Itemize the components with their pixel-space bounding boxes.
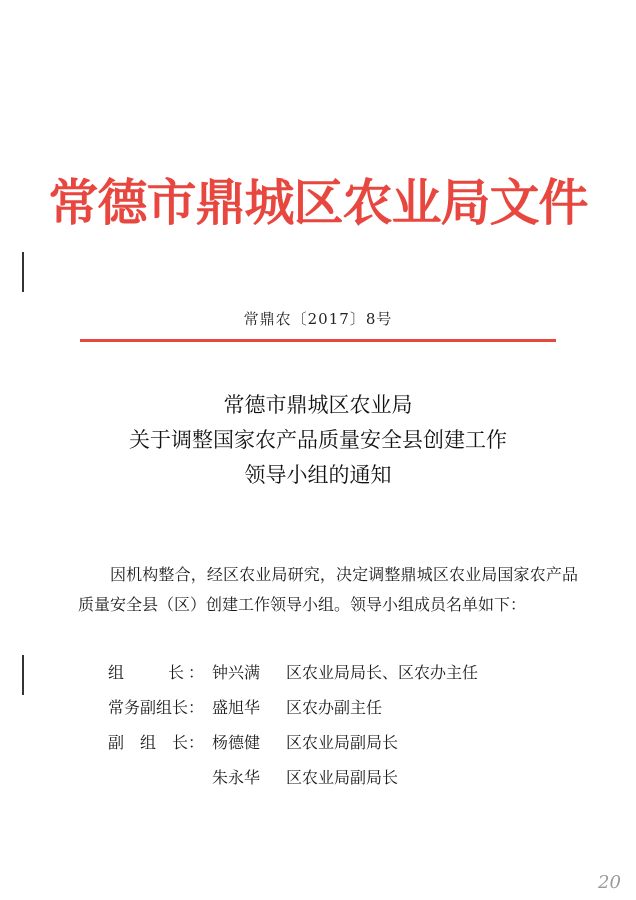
handwritten-page-mark: 20 [598, 872, 621, 893]
member-name: 杨德健 [212, 733, 261, 752]
member-position: 区农业局副局长 [286, 733, 399, 752]
member-role: 组 长： [108, 663, 204, 682]
title-line-3: 领导小组的通知 [244, 463, 392, 487]
member-name: 钟兴满 [212, 663, 261, 682]
title-line-2: 关于调整国家农产品质量安全县创建工作 [129, 428, 507, 452]
member-position: 区农业局副局长 [286, 768, 399, 787]
member-name: 盛旭华 [212, 698, 261, 717]
body-paragraph: 因机构整合，经区农业局研究，决定调整鼎城区农业局国家农产品质量安全县（区）创建工作领导小组。领导小组成员名单如下： [78, 565, 578, 614]
letterhead-title: 常德市鼎城区农业局文件 [48, 173, 588, 232]
binding-hole-mark [22, 655, 24, 695]
binding-hole-mark [22, 252, 24, 292]
member-position: 区农办副主任 [286, 698, 383, 717]
member-role: 副 组 长： [108, 733, 205, 752]
document-title [0, 388, 636, 493]
document-number: 常鼎农〔2017〕8号 [243, 310, 393, 328]
title-line-1: 常德市鼎城区农业局 [223, 393, 413, 417]
member-role: 常务副组长： [108, 698, 205, 717]
member-position: 区农业局局长、区农办主任 [286, 663, 479, 682]
red-divider-line [80, 339, 556, 342]
member-name: 朱永华 [212, 768, 261, 787]
